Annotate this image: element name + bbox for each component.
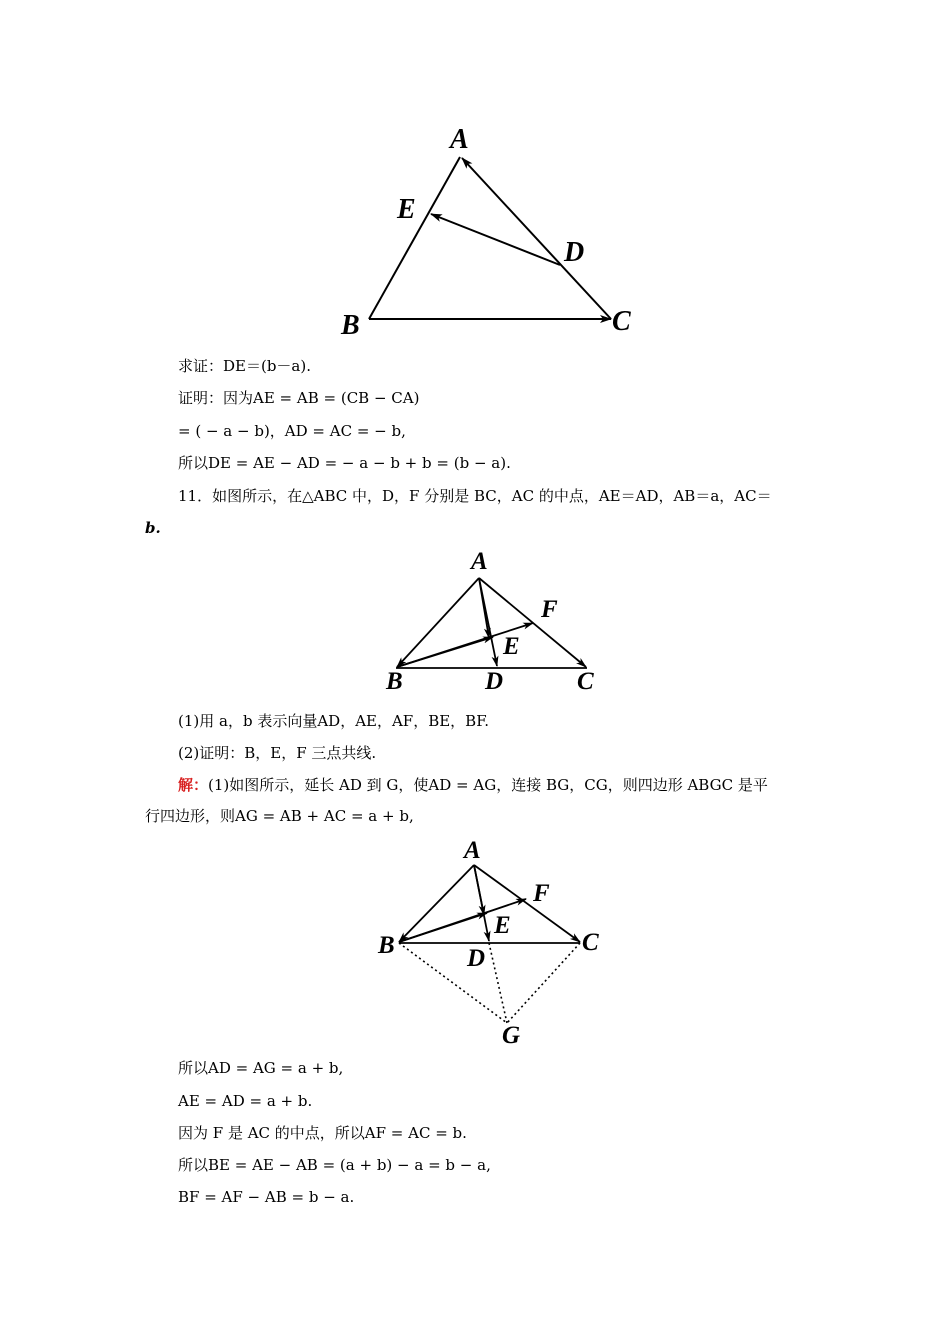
solution-line-2: 行四边形，则AG = AB + AC = a + b, <box>145 807 414 825</box>
segment-ab <box>369 157 460 319</box>
question-11-line-1: 11．如图所示，在△ABC 中，D，F 分别是 BC，AC 的中点，AE＝AD，AB＝a，AC＝ <box>178 487 772 505</box>
vector-be-3 <box>399 913 487 942</box>
result-line-3: 因为 F 是 AC 的中点，所以AF = AC = b. <box>178 1124 467 1142</box>
proof-line-4: 所以DE = AE − AD = − a − b + b = (b − a). <box>178 454 511 472</box>
proof-line-1: 求证：DE＝(b－a). <box>178 357 311 375</box>
result-line-4: 所以BE = AE − AB = (a + b) − a = b − a, <box>178 1156 491 1174</box>
fig1-label-a: A <box>450 124 469 155</box>
solution-text-1: (1)如图所示，延长 AD 到 G，使AD = AG，连接 BG，CG，则四边形 ABGC 是平 <box>208 776 768 794</box>
vector-ae-3 <box>474 865 484 915</box>
fig3-label-e: E <box>494 912 511 939</box>
fig3-label-f: F <box>533 880 550 907</box>
fig1-label-b: B <box>341 310 360 341</box>
fig2-label-e: E <box>503 633 520 660</box>
fig3-label-d: D <box>467 945 486 972</box>
vector-ae-2 <box>479 578 489 638</box>
vector-ab-3 <box>399 865 474 942</box>
dotted-dg <box>489 943 507 1023</box>
proof-line-2: 证明：因为AE = AB = (CB − CA) <box>178 389 420 407</box>
vector-de <box>431 214 560 265</box>
vector-ca <box>462 158 611 319</box>
vector-be-2 <box>397 637 493 667</box>
result-line-2: AE = AD = a + b. <box>178 1092 313 1110</box>
solution-label: 解： <box>178 776 209 794</box>
question-11-line-2: b. <box>145 519 161 537</box>
vector-ac-2 <box>479 578 586 667</box>
fig2-label-f: F <box>541 596 558 623</box>
proof-line-3: = ( − a − b)，AD = AC = − b, <box>178 422 406 440</box>
fig1-label-e: E <box>397 194 416 225</box>
dotted-cg <box>507 943 580 1023</box>
fig2-label-d: D <box>485 668 504 695</box>
fig3-label-a: A <box>464 837 481 864</box>
fig2-label-a: A <box>471 548 488 575</box>
vector-ab-2 <box>397 578 479 667</box>
dotted-bg <box>399 943 507 1023</box>
vector-ad-2 <box>479 578 497 666</box>
vector-ac-3 <box>474 865 580 942</box>
vector-ad-3 <box>474 865 489 941</box>
fig3-label-g: G <box>502 1022 521 1049</box>
result-line-1: 所以AD = AG = a + b, <box>178 1059 344 1077</box>
result-line-5: BF = AF − AB = b − a. <box>178 1188 355 1206</box>
part-2: (2)证明：B，E，F 三点共线. <box>178 744 377 762</box>
part-1: (1)用 a，b 表示向量AD，AE，AF，BE，BF. <box>178 712 490 730</box>
fig2-label-b: B <box>386 668 403 695</box>
fig1-label-d: D <box>564 237 585 268</box>
fig1-label-c: C <box>612 306 631 337</box>
fig2-label-c: C <box>577 668 594 695</box>
fig3-label-b: B <box>378 932 395 959</box>
solution-line-1 <box>178 775 768 795</box>
fig3-label-c: C <box>582 929 599 956</box>
